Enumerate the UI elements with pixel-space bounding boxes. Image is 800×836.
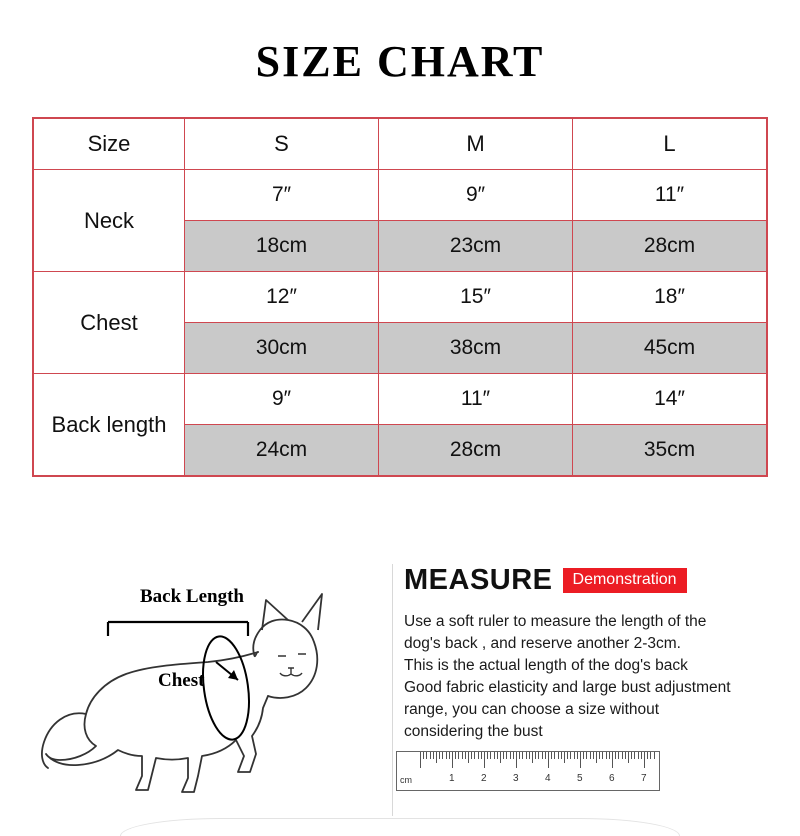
measure-line-3: This is the actual length of the dog's back — [404, 657, 688, 674]
ruler-tick — [650, 752, 651, 759]
cell-neck-l-in: 11″ — [573, 170, 767, 221]
ruler-tick — [548, 752, 549, 768]
ruler-tick — [564, 752, 565, 763]
ruler-tick — [570, 752, 571, 759]
cell-back-s-in: 9″ — [185, 374, 379, 425]
cell-neck-s-cm: 18cm — [185, 221, 379, 272]
ruler-tick — [644, 752, 645, 768]
ruler-tick — [426, 752, 427, 759]
ruler-tick — [577, 752, 578, 759]
ruler-tick — [558, 752, 559, 759]
cell-chest-l-cm: 45cm — [573, 323, 767, 374]
ruler-tick — [638, 752, 639, 759]
vertical-divider — [392, 564, 393, 816]
ruler-tick — [615, 752, 616, 759]
row-label-neck: Neck — [34, 170, 185, 272]
row-label-chest: Chest — [34, 272, 185, 374]
header-cell-s: S — [185, 119, 379, 170]
ruler-tick — [513, 752, 514, 759]
ruler-tick — [500, 752, 501, 763]
ruler-tick — [561, 752, 562, 759]
ruler-tick — [484, 752, 485, 768]
cell-back-l-cm: 35cm — [573, 425, 767, 476]
ruler-tick — [625, 752, 626, 759]
cell-chest-s-in: 12″ — [185, 272, 379, 323]
cell-back-m-in: 11″ — [379, 374, 573, 425]
table-row — [34, 374, 767, 425]
table-row — [34, 272, 767, 323]
ruler-tick — [465, 752, 466, 759]
ruler-tick — [590, 752, 591, 759]
ruler-tick — [442, 752, 443, 759]
ruler-tick — [529, 752, 530, 759]
ruler-tick — [526, 752, 527, 759]
ruler-tick — [606, 752, 607, 759]
ruler-tick — [602, 752, 603, 759]
ruler-tick — [612, 752, 613, 768]
ruler-tick — [478, 752, 479, 759]
measure-line-1: Use a soft ruler to measure the length of the — [404, 613, 707, 630]
ruler-tick — [586, 752, 587, 759]
demonstration-badge: Demonstration — [563, 568, 687, 593]
page-title: SIZE CHART — [255, 37, 545, 86]
cell-neck-m-in: 9″ — [379, 170, 573, 221]
ruler-tick — [583, 752, 584, 759]
cell-back-s-cm: 24cm — [185, 425, 379, 476]
ruler-tick — [420, 752, 421, 768]
measure-line-6: considering the bust — [404, 723, 543, 740]
ruler-number: 3 — [513, 773, 519, 784]
measure-line-2: dog's back , and reserve another 2-3cm. — [404, 635, 681, 652]
cell-chest-m-in: 15″ — [379, 272, 573, 323]
ruler-tick — [535, 752, 536, 759]
ruler-tick — [654, 752, 655, 759]
measure-heading-row — [404, 564, 774, 597]
cell-chest-m-cm: 38cm — [379, 323, 573, 374]
ruler-tick — [452, 752, 453, 768]
ruler-unit-label: cm — [400, 775, 412, 785]
ruler-number: 1 — [449, 773, 455, 784]
ruler-number: 2 — [481, 773, 487, 784]
lower-section — [0, 546, 800, 836]
ruler-tick — [609, 752, 610, 759]
ruler-tick — [487, 752, 488, 759]
header-cell-m: M — [379, 119, 573, 170]
ruler-tick — [545, 752, 546, 759]
ruler-tick — [430, 752, 431, 759]
ruler-tick — [503, 752, 504, 759]
ruler-tick — [494, 752, 495, 759]
chest-label: Chest — [158, 670, 205, 691]
ruler-tick — [433, 752, 434, 759]
size-chart-table — [32, 117, 768, 477]
cell-neck-s-in: 7″ — [185, 170, 379, 221]
ruler-tick — [468, 752, 469, 763]
measure-line-5: range, you can choose a size without — [404, 701, 660, 718]
back-length-label: Back Length — [140, 586, 244, 607]
measure-panel — [404, 564, 774, 743]
ruler-tick — [631, 752, 632, 759]
ruler-tick — [542, 752, 543, 759]
ruler-tick — [522, 752, 523, 759]
ruler-tick — [506, 752, 507, 759]
ruler-tick — [538, 752, 539, 759]
measure-line-4: Good fabric elasticity and large bust adjustment — [404, 679, 731, 696]
table-row — [34, 170, 767, 221]
header-cell-l: L — [573, 119, 767, 170]
ruler-tick — [618, 752, 619, 759]
ruler-tick — [641, 752, 642, 759]
cell-chest-s-cm: 30cm — [185, 323, 379, 374]
ruler-tick — [516, 752, 517, 768]
cell-neck-m-cm: 23cm — [379, 221, 573, 272]
cell-back-l-in: 14″ — [573, 374, 767, 425]
ruler-tick — [599, 752, 600, 759]
ruler-tick — [436, 752, 437, 763]
ruler-tick — [455, 752, 456, 759]
ruler-tick — [446, 752, 447, 759]
ruler-number: 5 — [577, 773, 583, 784]
header-cell-size: Size — [34, 119, 185, 170]
ruler-tick — [458, 752, 459, 759]
ruler-tick — [490, 752, 491, 759]
ruler-tick — [497, 752, 498, 759]
cat-measurement-illustration — [30, 564, 380, 824]
ruler-tick — [593, 752, 594, 759]
measure-instructions — [404, 611, 774, 743]
ruler-tick — [574, 752, 575, 759]
ruler-number: 7 — [641, 773, 647, 784]
ruler-tick — [449, 752, 450, 759]
ruler-number: 6 — [609, 773, 615, 784]
ruler-tick — [634, 752, 635, 759]
measure-heading: MEASURE — [404, 564, 553, 596]
ruler-tick — [510, 752, 511, 759]
cell-neck-l-cm: 28cm — [573, 221, 767, 272]
ruler-number: 4 — [545, 773, 551, 784]
cell-chest-l-in: 18″ — [573, 272, 767, 323]
ruler-tick — [567, 752, 568, 759]
ruler-tick — [596, 752, 597, 763]
row-label-back-length: Back length — [34, 374, 185, 476]
ruler-tick — [462, 752, 463, 759]
ruler-tick — [580, 752, 581, 768]
ruler-tick — [481, 752, 482, 759]
ruler-tick — [519, 752, 520, 759]
ruler-tick — [554, 752, 555, 759]
ruler-tick — [471, 752, 472, 759]
ruler-tick — [628, 752, 629, 763]
ruler-tick — [647, 752, 648, 759]
ruler-illustration — [396, 751, 660, 791]
ruler-tick — [532, 752, 533, 763]
ruler-tick — [551, 752, 552, 759]
bottom-decorative-shape — [120, 818, 680, 836]
ruler-tick — [423, 752, 424, 759]
ruler-tick — [439, 752, 440, 759]
table-header-row — [34, 119, 767, 170]
cell-back-m-cm: 28cm — [379, 425, 573, 476]
ruler-tick — [474, 752, 475, 759]
ruler-tick — [622, 752, 623, 759]
